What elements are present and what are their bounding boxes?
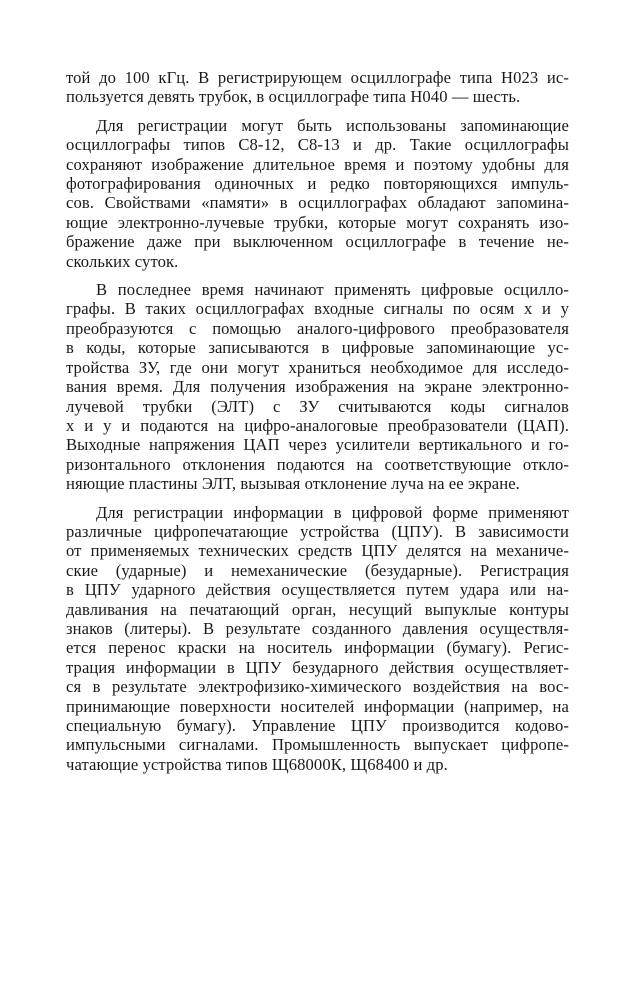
text-line: вания время. Для получения изображения на экране электронно- (66, 377, 569, 397)
text-line: трация информации в ЦПУ безударного действия осуществляет- (66, 657, 569, 677)
paragraph-2 (66, 116, 569, 271)
document-page (66, 68, 569, 774)
paragraph-4 (66, 503, 569, 775)
text-line: пользуется девять трубок, в осциллографе типа Н040 — шесть. (66, 87, 521, 107)
text-line: скольких суток. (66, 251, 179, 271)
text-line: различные цифропечатающие устройства (ЦПУ). В зависимости (66, 521, 569, 541)
text-line: ется перенос краски на носитель информации (бумагу). Регис- (66, 638, 569, 658)
text-line: бражение даже при выключенном осциллографе в течение не- (66, 232, 569, 252)
text-line: ризонтального отклонения подаются на соответствующие откло- (66, 454, 569, 474)
text-line: лучевой трубки (ЭЛТ) с ЗУ считываются коды сигналов (66, 396, 569, 416)
text-line: давливания на печатающий орган, несущий выпуклые контуры (66, 599, 569, 619)
text-line: В последнее время начинают применять цифровые осцилло- (96, 280, 569, 300)
text-line: тройства ЗУ, где они могут храниться необходимое для исследо- (66, 357, 569, 377)
text-line: в коды, которые записываются в цифровые запоминающие ус- (66, 338, 569, 358)
paragraph-1 (66, 68, 569, 107)
text-line: специальную бумагу). Управление ЦПУ производится кодово- (66, 716, 569, 735)
text-line: знаков (литеры). В результате созданного давления осуществля- (66, 618, 569, 638)
text-line: фотографирования одиночных и редко повторяющихся импуль- (66, 174, 569, 194)
paragraph-3 (66, 280, 569, 493)
text-line: в ЦПУ ударного действия осуществляется путем удара или на- (66, 580, 569, 600)
text-line: сохраняют изображение длительное время и поэтому удобны для (66, 154, 569, 174)
text-line: ские (ударные) и немеханические (безударные). Регистрация (66, 560, 569, 580)
text-line: от применяемых технических средств ЦПУ делятся на механиче- (66, 541, 569, 561)
text-line: чатающие устройства типов Щ68000К, Щ68400 и др. (66, 754, 448, 774)
text-line: сов. Свойствами «памяти» в осциллографах обладают запомина- (66, 193, 569, 213)
text-line: Для регистрации могут быть использованы запоминающие (96, 115, 569, 135)
text-line: графы. В таких осциллографах входные сигналы по осям x и y (66, 299, 569, 319)
text-line: x и y и подаются на цифро-аналоговые преобразователи (ЦАП). (66, 415, 569, 435)
text-line: Выходные напряжения ЦАП через усилители вертикального и го- (66, 435, 569, 455)
text-line: импульсными сигналами. Промышленность выпускает цифропе- (66, 735, 569, 755)
text-line: принимающие поверхности носителей информации (например, на (66, 696, 569, 716)
text-line: той до 100 кГц. В регистрирующем осциллографе типа Н023 ис- (66, 68, 569, 87)
text-line: преобразуются с помощью аналого-цифрового преобразователя (66, 318, 569, 338)
text-line: Для регистрации информации в цифровой форме применяют (96, 502, 569, 522)
text-line: осциллографы типов С8-12, С8-13 и др. Такие осциллографы (66, 135, 569, 155)
text-line: ющие электронно-лучевые трубки, которые могут сохранять изо- (66, 212, 569, 232)
text-line: няющие пластины ЭЛТ, вызывая отклонение луча на ее экране. (66, 474, 520, 494)
text-line: ся в результате электрофизико-химического воздействия на вос- (66, 677, 569, 697)
